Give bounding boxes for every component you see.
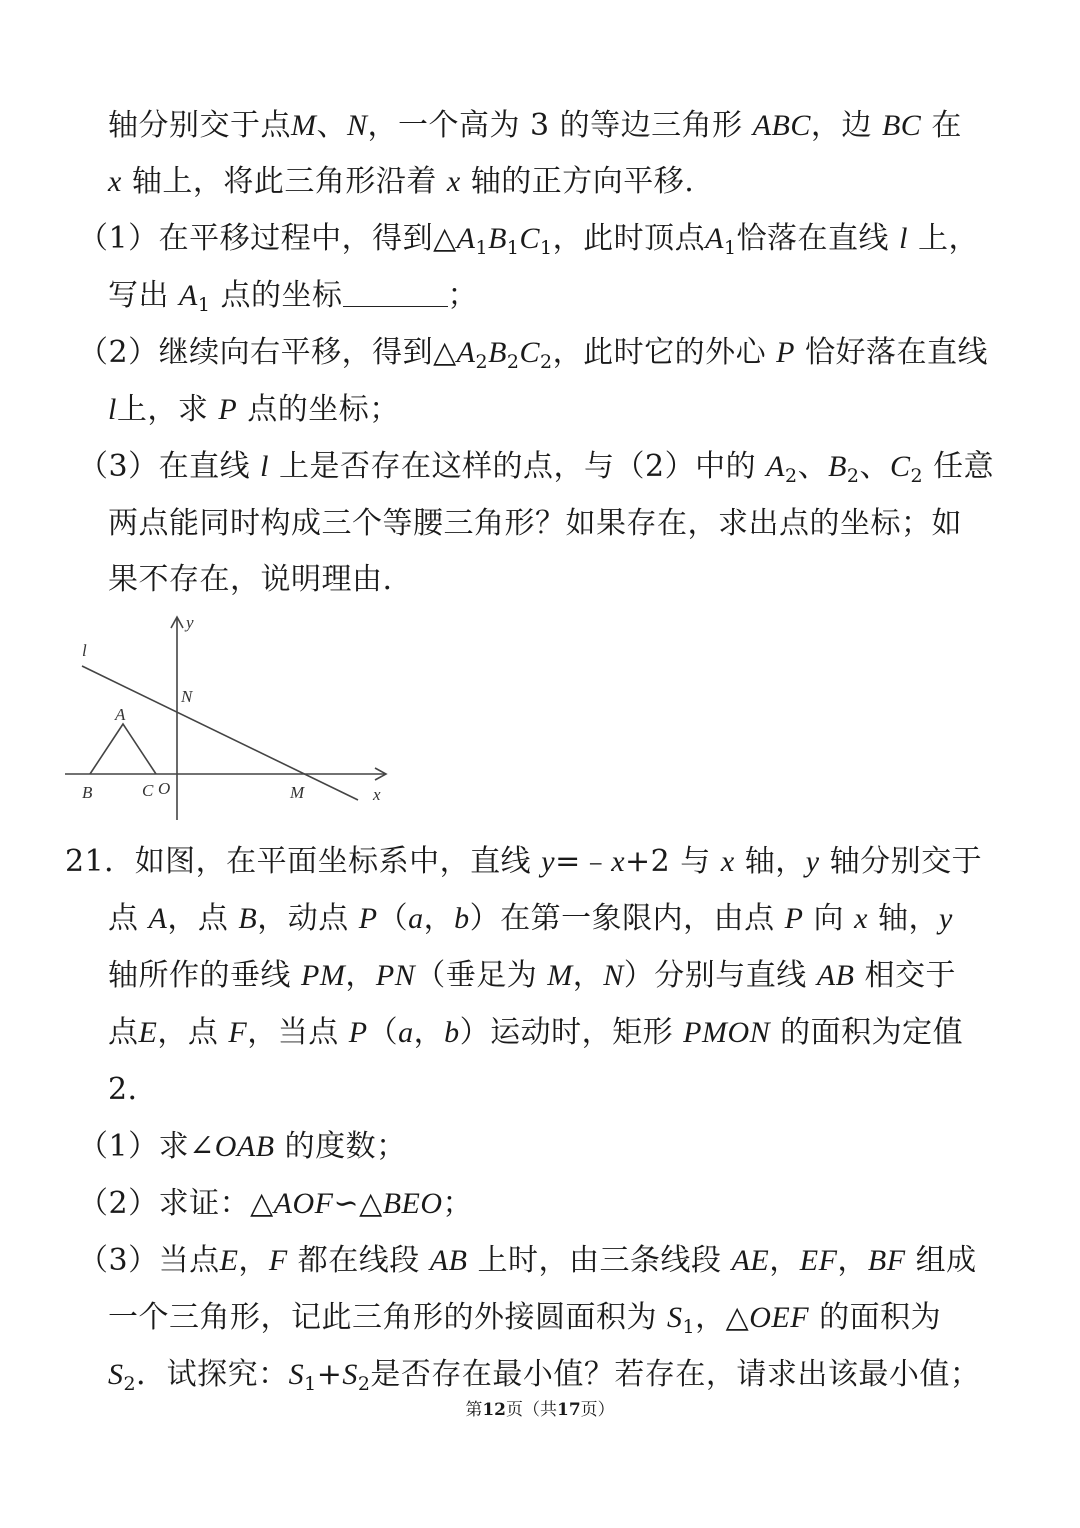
var-C: C bbox=[890, 450, 911, 483]
text: 任意 bbox=[933, 449, 995, 484]
p21-line-4 bbox=[108, 1013, 963, 1053]
p21-line-3 bbox=[108, 956, 956, 996]
subscript: 1 bbox=[506, 237, 520, 259]
text: 轴所作的垂线 bbox=[108, 958, 291, 993]
question-number: （1） bbox=[78, 1129, 159, 1164]
var-OEF: OEF bbox=[749, 1301, 810, 1334]
text: ）分别与直线 bbox=[623, 958, 807, 993]
p21-q3-line-1 bbox=[78, 1241, 977, 1281]
var-AB: AB bbox=[429, 1244, 468, 1277]
text: 上时，由三条线段 bbox=[477, 1243, 722, 1278]
text: ； bbox=[447, 278, 479, 313]
var-a: a bbox=[408, 902, 424, 935]
subscript: 2 bbox=[910, 465, 924, 487]
text: 都在线段 bbox=[297, 1243, 420, 1278]
var-C: C bbox=[519, 336, 541, 369]
var-B: B bbox=[828, 450, 847, 483]
coordinate-figure bbox=[60, 608, 400, 823]
var-PN: PN bbox=[375, 959, 416, 992]
subscript: 1 bbox=[197, 294, 211, 316]
text: 恰好落在直线 bbox=[805, 335, 989, 370]
subscript: 2 bbox=[785, 465, 798, 487]
text: ，动点 bbox=[257, 901, 349, 936]
var-C: C bbox=[519, 222, 541, 255]
page-footer bbox=[0, 1398, 1080, 1422]
triangle-abc bbox=[90, 724, 156, 774]
question-number: （2） bbox=[78, 1186, 159, 1221]
text: 轴分别交于点 bbox=[108, 108, 291, 143]
text: ， bbox=[345, 958, 376, 993]
var-OAB: OAB bbox=[214, 1130, 275, 1163]
text: ， bbox=[423, 901, 455, 936]
question-number: （3） bbox=[78, 1243, 159, 1278]
var-x: x bbox=[854, 902, 868, 935]
problem-number: 21． bbox=[65, 844, 135, 879]
p20-q3-line-2 bbox=[108, 504, 962, 544]
subscript: 2 bbox=[357, 1373, 371, 1395]
text: △ bbox=[359, 1186, 383, 1221]
var-BF: BF bbox=[867, 1244, 906, 1277]
text: ， bbox=[837, 1243, 868, 1278]
text: （ bbox=[377, 901, 409, 936]
var-B: B bbox=[238, 902, 258, 935]
text: 2． bbox=[108, 1072, 159, 1107]
text: 恰落在直线 bbox=[736, 221, 890, 256]
var-y: y bbox=[541, 845, 556, 878]
var-N: N bbox=[347, 109, 368, 142]
text: 在平移过程中，得到△ bbox=[158, 221, 457, 256]
text: ，一个高为 3 的等边三角形 bbox=[367, 108, 743, 143]
text: 的度数； bbox=[284, 1129, 407, 1164]
var-x: x bbox=[446, 165, 461, 198]
var-a: a bbox=[398, 1016, 414, 1049]
subscript: 2 bbox=[846, 465, 860, 487]
text: 点 bbox=[108, 1015, 139, 1050]
line-l bbox=[82, 666, 358, 800]
text: 运动时，矩形 bbox=[490, 1015, 674, 1050]
text: =﹣ bbox=[555, 844, 612, 879]
text: 轴， bbox=[744, 844, 806, 879]
text: 两点能同时构成三个等腰三角形？如果存在，求出点的坐标；如 bbox=[108, 506, 962, 541]
label-O: O bbox=[158, 779, 171, 798]
var-x: x bbox=[108, 165, 122, 198]
text: 当点 bbox=[158, 1243, 220, 1278]
p21-q2 bbox=[78, 1184, 473, 1224]
var-A: A bbox=[456, 336, 476, 369]
text: ，此时顶点 bbox=[552, 221, 706, 256]
text: 在第一象限内，由点 bbox=[500, 901, 775, 936]
text: 上， bbox=[917, 221, 979, 256]
text: 继续向右平移，得到△ bbox=[158, 335, 457, 370]
text: ，△ bbox=[695, 1300, 750, 1335]
text: 、 bbox=[859, 449, 891, 484]
var-M: M bbox=[547, 959, 573, 992]
text: 页（共 bbox=[506, 1400, 557, 1420]
text: 上是否存在这样的点，与（2）中的 bbox=[279, 449, 757, 484]
var-S: S bbox=[288, 1358, 305, 1391]
p20-q3-line-3 bbox=[108, 560, 393, 600]
text: 点 bbox=[108, 901, 139, 936]
subscript: 1 bbox=[475, 237, 489, 259]
var-x: x bbox=[611, 845, 626, 878]
label-N: N bbox=[181, 687, 193, 706]
var-A: A bbox=[456, 222, 476, 255]
text: ） bbox=[459, 1015, 491, 1050]
var-PMON: PMON bbox=[683, 1016, 771, 1049]
text: 写出 bbox=[108, 278, 169, 313]
text: 相交于 bbox=[864, 958, 957, 993]
text: 点的坐标； bbox=[247, 392, 400, 427]
p20-q3-line-1 bbox=[78, 447, 994, 487]
subscript: 2 bbox=[123, 1373, 137, 1395]
p21-q3-line-2 bbox=[108, 1298, 941, 1338]
text: 的面积为 bbox=[819, 1300, 942, 1335]
p20-q1-line-1 bbox=[78, 219, 979, 259]
var-P: P bbox=[784, 902, 804, 935]
var-P: P bbox=[218, 393, 238, 426]
text: 上，求 bbox=[116, 392, 209, 427]
subscript: 1 bbox=[304, 1373, 317, 1395]
var-E: E bbox=[219, 1244, 239, 1277]
text: 轴分别交于 bbox=[829, 844, 983, 879]
var-M: M bbox=[291, 109, 317, 142]
var-b: b bbox=[454, 902, 470, 935]
var-AE: AE bbox=[731, 1244, 770, 1277]
subscript: 2 bbox=[475, 351, 489, 373]
var-S: S bbox=[667, 1301, 683, 1334]
p21-line-1 bbox=[65, 842, 982, 882]
p21-q1 bbox=[78, 1127, 407, 1167]
p20-q2-line-2 bbox=[108, 390, 400, 430]
text: 点的坐标 bbox=[220, 278, 343, 313]
var-A: A bbox=[148, 902, 168, 935]
subscript: 2 bbox=[540, 351, 553, 373]
page-number: 12 bbox=[482, 1400, 506, 1420]
var-P: P bbox=[348, 1016, 368, 1049]
text: ， bbox=[769, 1243, 800, 1278]
label-x: x bbox=[373, 785, 381, 804]
question-number: （2） bbox=[78, 335, 159, 370]
text: ，边 bbox=[810, 108, 872, 143]
text: 、 bbox=[797, 449, 829, 484]
text: 是否存在最小值？若存在，请求出该最小值； bbox=[370, 1357, 981, 1392]
answer-blank[interactable] bbox=[343, 280, 448, 307]
text: ，此时它的外心 bbox=[552, 335, 767, 370]
var-AB: AB bbox=[816, 959, 855, 992]
text: 求证：△ bbox=[158, 1186, 274, 1221]
text: 在 bbox=[931, 108, 962, 143]
text: ∽ bbox=[333, 1186, 360, 1221]
text: ，点 bbox=[157, 1015, 219, 1050]
total-pages: 17 bbox=[557, 1400, 581, 1420]
text: ， bbox=[572, 958, 604, 993]
var-E: E bbox=[138, 1016, 158, 1049]
var-BEO: BEO bbox=[382, 1187, 443, 1220]
label-A: A bbox=[115, 705, 126, 724]
var-AOF: AOF bbox=[273, 1187, 334, 1220]
text: 第 bbox=[465, 1400, 483, 1420]
p20-line-1 bbox=[108, 106, 962, 146]
text: 求∠ bbox=[158, 1129, 215, 1164]
text: ， bbox=[238, 1243, 269, 1278]
text: ， bbox=[413, 1015, 445, 1050]
text: 组成 bbox=[915, 1243, 977, 1278]
var-EF: EF bbox=[799, 1244, 838, 1277]
text: +2 与 bbox=[625, 844, 711, 879]
text: ，点 bbox=[167, 901, 229, 936]
label-B: B bbox=[82, 783, 93, 802]
text: 果不存在，说明理由. bbox=[108, 562, 393, 597]
var-A: A bbox=[766, 450, 785, 483]
label-C: C bbox=[142, 781, 154, 800]
p21-q3-line-3 bbox=[108, 1355, 980, 1395]
var-F: F bbox=[268, 1244, 288, 1277]
subscript: 2 bbox=[506, 351, 520, 373]
var-y: y bbox=[805, 845, 820, 878]
var-BC: BC bbox=[881, 109, 922, 142]
text: 页） bbox=[580, 1400, 615, 1420]
p21-line-5 bbox=[108, 1070, 158, 1110]
text: 向 bbox=[813, 901, 845, 936]
p20-q1-line-2 bbox=[108, 276, 478, 316]
var-l: l bbox=[260, 450, 269, 483]
var-PM: PM bbox=[301, 959, 346, 992]
text: （垂足为 bbox=[415, 958, 538, 993]
text: 在直线 bbox=[158, 449, 251, 484]
p20-line-2 bbox=[108, 162, 694, 202]
subscript: 1 bbox=[540, 237, 553, 259]
var-l: l bbox=[899, 222, 908, 255]
text: 如图，在平面坐标系中，直线 bbox=[134, 844, 532, 879]
text: 轴上，将此三角形沿着 bbox=[131, 164, 437, 199]
var-A: A bbox=[179, 279, 198, 312]
text: 的面积为定值 bbox=[780, 1015, 964, 1050]
label-y: y bbox=[186, 613, 194, 632]
var-S: S bbox=[108, 1358, 124, 1391]
p20-q2-line-1 bbox=[78, 333, 988, 373]
var-A: A bbox=[705, 222, 724, 255]
text: ，当点 bbox=[247, 1015, 339, 1050]
var-y: y bbox=[938, 902, 953, 935]
var-l: l bbox=[108, 393, 117, 426]
p21-line-2 bbox=[108, 899, 953, 939]
var-b: b bbox=[444, 1016, 460, 1049]
text: ．试探究： bbox=[136, 1357, 289, 1392]
var-S: S bbox=[342, 1358, 358, 1391]
var-B: B bbox=[488, 336, 507, 369]
label-M: M bbox=[290, 783, 305, 802]
var-x: x bbox=[720, 845, 735, 878]
var-N: N bbox=[603, 959, 624, 992]
var-P: P bbox=[776, 336, 795, 369]
text: + bbox=[316, 1357, 343, 1392]
var-B: B bbox=[488, 222, 507, 255]
text: 轴， bbox=[877, 901, 939, 936]
question-number: （1） bbox=[78, 221, 159, 256]
text: 一个三角形，记此三角形的外接圆面积为 bbox=[108, 1300, 657, 1335]
subscript: 1 bbox=[682, 1316, 696, 1338]
text: 、 bbox=[316, 108, 347, 143]
label-l: l bbox=[82, 641, 87, 660]
text: （ bbox=[367, 1015, 399, 1050]
text: 轴的正方向平移. bbox=[470, 164, 695, 199]
question-number: （3） bbox=[78, 449, 159, 484]
text: ） bbox=[469, 901, 501, 936]
text: ； bbox=[442, 1186, 474, 1221]
subscript: 1 bbox=[723, 237, 737, 259]
var-P: P bbox=[358, 902, 378, 935]
var-ABC: ABC bbox=[752, 109, 811, 142]
var-F: F bbox=[228, 1016, 248, 1049]
